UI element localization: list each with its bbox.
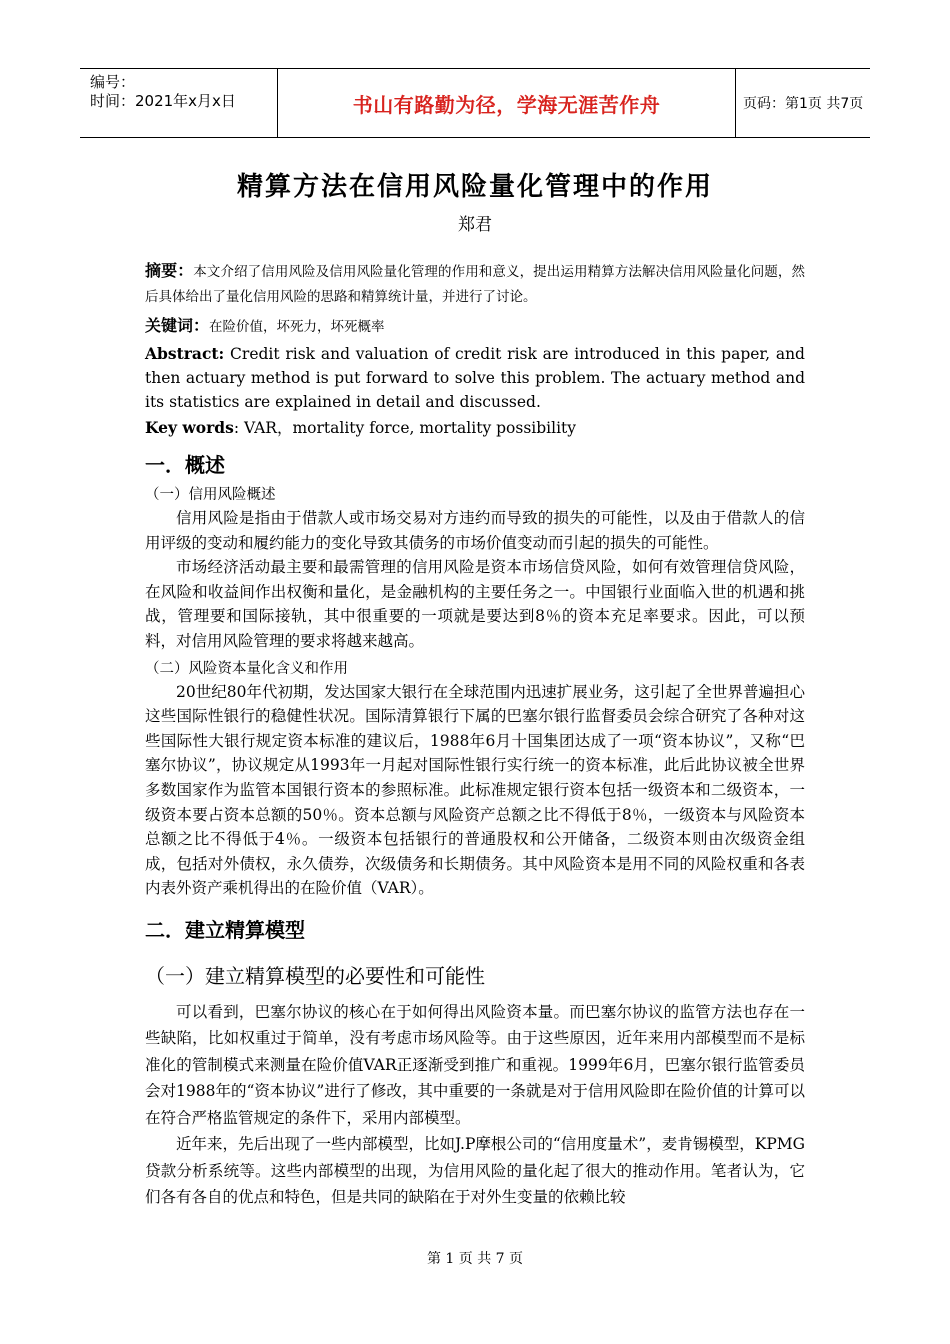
section2-sub1: （一）建立精算模型的必要性和可能性 — [145, 963, 485, 988]
keywords-en-text: : VAR，mortality force, mortality possibility — [233, 419, 577, 437]
document-body — [145, 258, 805, 1211]
keywords-en — [145, 416, 805, 440]
section2-p1: 可以看到，巴塞尔协议的核心在于如何得出风险资本量。而巴塞尔协议的监管方法也存在一些缺陷，比如权重过于简单，没有考虑市场风险等。由于这些原因，近年来用内部模型而不是标准化的管制模式来测量在险价值VAR正逐渐受到推广和重视。1999年6月，巴塞尔银行监管委员会对1988年的“资本协议”进行了修改，其中重要的一条就是对于信用风险即在险价值的计算可以在符合严格监管规定的条件下，采用内部模型。 — [145, 1002, 805, 1127]
header-table — [80, 68, 870, 138]
section1-sub1: （一）信用风险概述 — [145, 487, 276, 503]
abstract-en-label: Abstract: — [145, 344, 225, 363]
date-label: 时间：2021年x月x日 — [90, 92, 236, 110]
section1-p2: 市场经济活动最主要和最需管理的信用风险是资本市场信贷风险，如何有效管理信贷风险，在风险和收益间作出权衡和量化，是金融机构的主要任务之一。中国银行业面临入世的机遇和挑战，管理要和国际接轨，其中很重要的一项就是要达到8％的资本充足率要求。因此，可以预料，对信用风险管理的要求将越来越高。 — [145, 558, 805, 650]
author: 郑君 — [458, 215, 492, 235]
header-meta-cell — [80, 69, 278, 137]
keywords-en-label: Key words — [145, 418, 234, 437]
section1-sub2: （二）风险资本量化含义和作用 — [145, 660, 348, 677]
abstract — [145, 258, 805, 310]
keywords — [145, 313, 805, 340]
section2-p2: 近年来，先后出现了一些内部模型，比如J.P摩根公司的“信用度量术”，麦肯锡模型，KPMG贷款分析系统等。这些内部模型的出现，为信用风险的量化起了很大的推动作用。笔者认为，它们各有各自的优点和特色，但是共同的缺陷在于对外生变量的依赖比较 — [145, 1135, 805, 1207]
abstract-en — [145, 342, 805, 414]
page-footer: 第 1 页 共 7 页 — [426, 1251, 524, 1267]
document-title: 精算方法在信用风险量化管理中的作用 — [236, 172, 713, 202]
abstract-en-text: Credit risk and valuation of credit risk are introduced in this paper, and then actuary method is put forward to solve this problem. The actuary method and its statistics are explained in detail and discussed. — [145, 345, 805, 411]
section1-p3: 20世纪80年代初期，发达国家大银行在全球范围内迅速扩展业务，这引起了全世界普遍担心这些国际性银行的稳健性状况。国际清算银行下属的巴塞尔银行监督委员会综合研究了各种对这些国际性大银行规定资本标准的建议后，1988年6月十国集团达成了一项“资本协议”，又称“巴塞尔协议”，协议规定从1993年一月起对国际性银行实行统一的资本标准，此后此协议被全世界多数国家作为监管本国银行资本的参照标准。此标准规定银行资本包括一级资本和二级资本，一级资本要占资本总额的50％。资本总额与风险资产总额之比不得低于8％，一级资本与风险资本总额之比不得低于4％。一级资本包括银行的普通股权和公开储备，二级资本则由次级资金组成，包括对外债权，永久债券，次级债务和长期债务。其中风险资本是用不同的风险权重和各表内表外资产乘机得出的在险价值（VAR）。 — [145, 682, 805, 898]
keywords-text: 在险价值，坏死力，坏死概率 — [209, 319, 385, 335]
header-motto: 书山有路勤为径，学海无涯苦作舟 — [278, 69, 736, 137]
section1-heading: 一．概述 — [145, 453, 225, 477]
header-page-info: 页码：第1页 共7页 — [743, 96, 864, 112]
abstract-label: 摘要： — [145, 261, 194, 280]
section2-heading: 二．建立精算模型 — [145, 917, 305, 942]
number-label: 编号： — [90, 73, 136, 91]
section1-p1: 信用风险是指由于借款人或市场交易对方违约而导致的损失的可能性，以及由于借款人的信用评级的变动和履约能力的变化导致其债务的市场价值变动而引起的损失的可能性。 — [145, 509, 805, 552]
keywords-label: 关键词： — [145, 316, 210, 335]
abstract-text: 本文介绍了信用风险及信用风险量化管理的作用和意义，提出运用精算方法解决信用风险量化问题，然后具体给出了量化信用风险的思路和精算统计量，并进行了讨论。 — [145, 264, 805, 305]
